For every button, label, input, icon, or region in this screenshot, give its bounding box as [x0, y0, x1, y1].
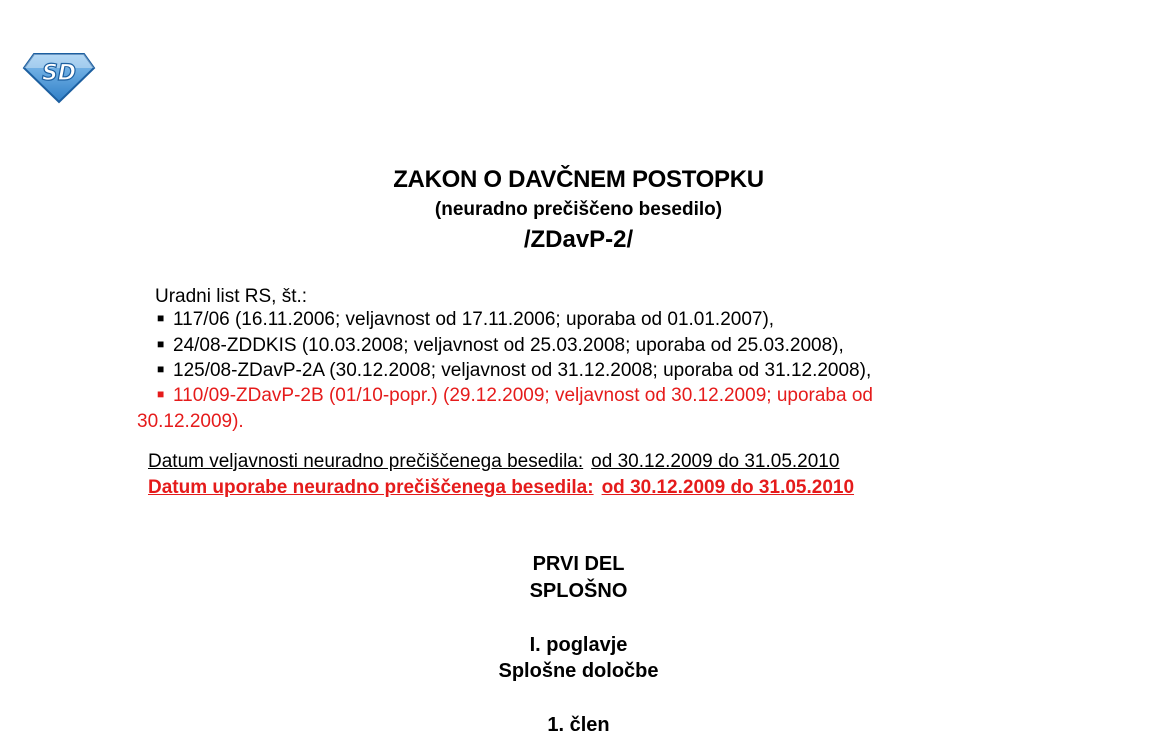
gazette-item-text: 24/08-ZDDKIS (10.03.2008; veljavnost od 25.03.2008; uporaba od 25.03.2008), — [173, 335, 844, 356]
document-subtitle: (neuradno prečiščeno besedilo) — [434, 199, 723, 220]
gazette-item-text: 110/09-ZDavP-2B (01/10-popr.) (29.12.2009; veljavnost od 30.12.2009; uporaba od — [173, 385, 873, 406]
document-title: ZAKON O DAVČNEM POSTOPKU — [393, 166, 764, 193]
part-title: PRVI DEL — [532, 553, 625, 575]
usage-label: Datum uporabe neuradno prečiščenega besedila: — [148, 477, 594, 498]
validity-value: od 30.12.2009 do 31.05.2010 — [591, 451, 840, 472]
validity-label: Datum veljavnosti neuradno prečiščenega besedila: — [148, 451, 584, 472]
bullet-icon: ■ — [157, 337, 165, 351]
article-title: 1. člen — [547, 714, 610, 736]
gazette-label: Uradni list RS, št.: — [155, 286, 308, 307]
document-abbreviation: /ZDavP-2/ — [523, 226, 634, 253]
bullet-icon: ■ — [157, 362, 165, 376]
gazette-item-text: 125/08-ZDavP-2A (30.12.2008; veljavnost od 31.12.2008; uporaba od 31.12.2008), — [173, 360, 872, 381]
gazette-item — [157, 335, 844, 357]
gazette-item-text: 117/06 (16.11.2006; veljavnost od 17.11.2006; uporaba od 01.01.2007), — [173, 309, 775, 330]
usage-value: od 30.12.2009 do 31.05.2010 — [601, 477, 855, 498]
bullet-icon: ■ — [157, 311, 165, 325]
sd-shield-logo-icon — [22, 50, 96, 104]
gazette-item — [157, 309, 774, 331]
validity-date-line — [148, 451, 839, 473]
logo-text: SD — [41, 61, 77, 86]
chapter-name: Splošne določbe — [498, 660, 659, 682]
bullet-icon: ■ — [157, 387, 165, 401]
gazette-item — [157, 360, 871, 382]
chapter-title: I. poglavje — [529, 634, 628, 656]
usage-date-line — [148, 477, 854, 499]
gazette-item-current — [157, 385, 873, 407]
gazette-item-continuation: 30.12.2009). — [137, 411, 244, 432]
part-name: SPLOŠNO — [529, 580, 628, 602]
